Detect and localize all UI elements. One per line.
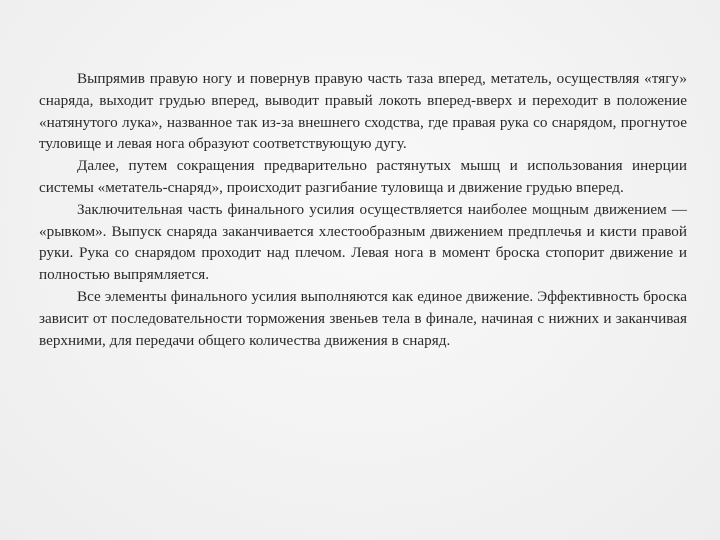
paragraph-2: Далее, путем сокращения предварительно растянутых мышц и использования инерции системы «метатель-снаряд», происходит разгибание туловища и движение грудью вперед. <box>39 157 687 196</box>
paragraph-3: Заключительная часть финального усилия осуществляется наиболее мощным движением — «рывком». Выпуск снаряда заканчивается хлестообразным движением предплечья и кисти правой руки. Рука со снарядом проходит над плечом. Левая нога в момент броска стопорит движение и полностью выпрямляется. <box>39 200 687 284</box>
text-body <box>39 68 687 351</box>
paragraph-4: Все элементы финального усилия выполняются как единое движение. Эффективность броска зависит от последовательности торможения звеньев тела в финале, начиная с нижних и заканчивая верхними, для передачи общего количества движения в снаряд. <box>39 287 687 349</box>
paragraph-1: Выпрямив правую ногу и повернув правую часть таза вперед, метатель, осуществляя «тягу» снаряда, выходит грудью вперед, выводит правый локоть вперед-вверх и переходит в положение «натянутого лука», названное так из-за внешнего сходства, где правая рука со снарядом, прогнутое туловище и левая нога образуют соответствующую дугу. <box>39 70 687 153</box>
